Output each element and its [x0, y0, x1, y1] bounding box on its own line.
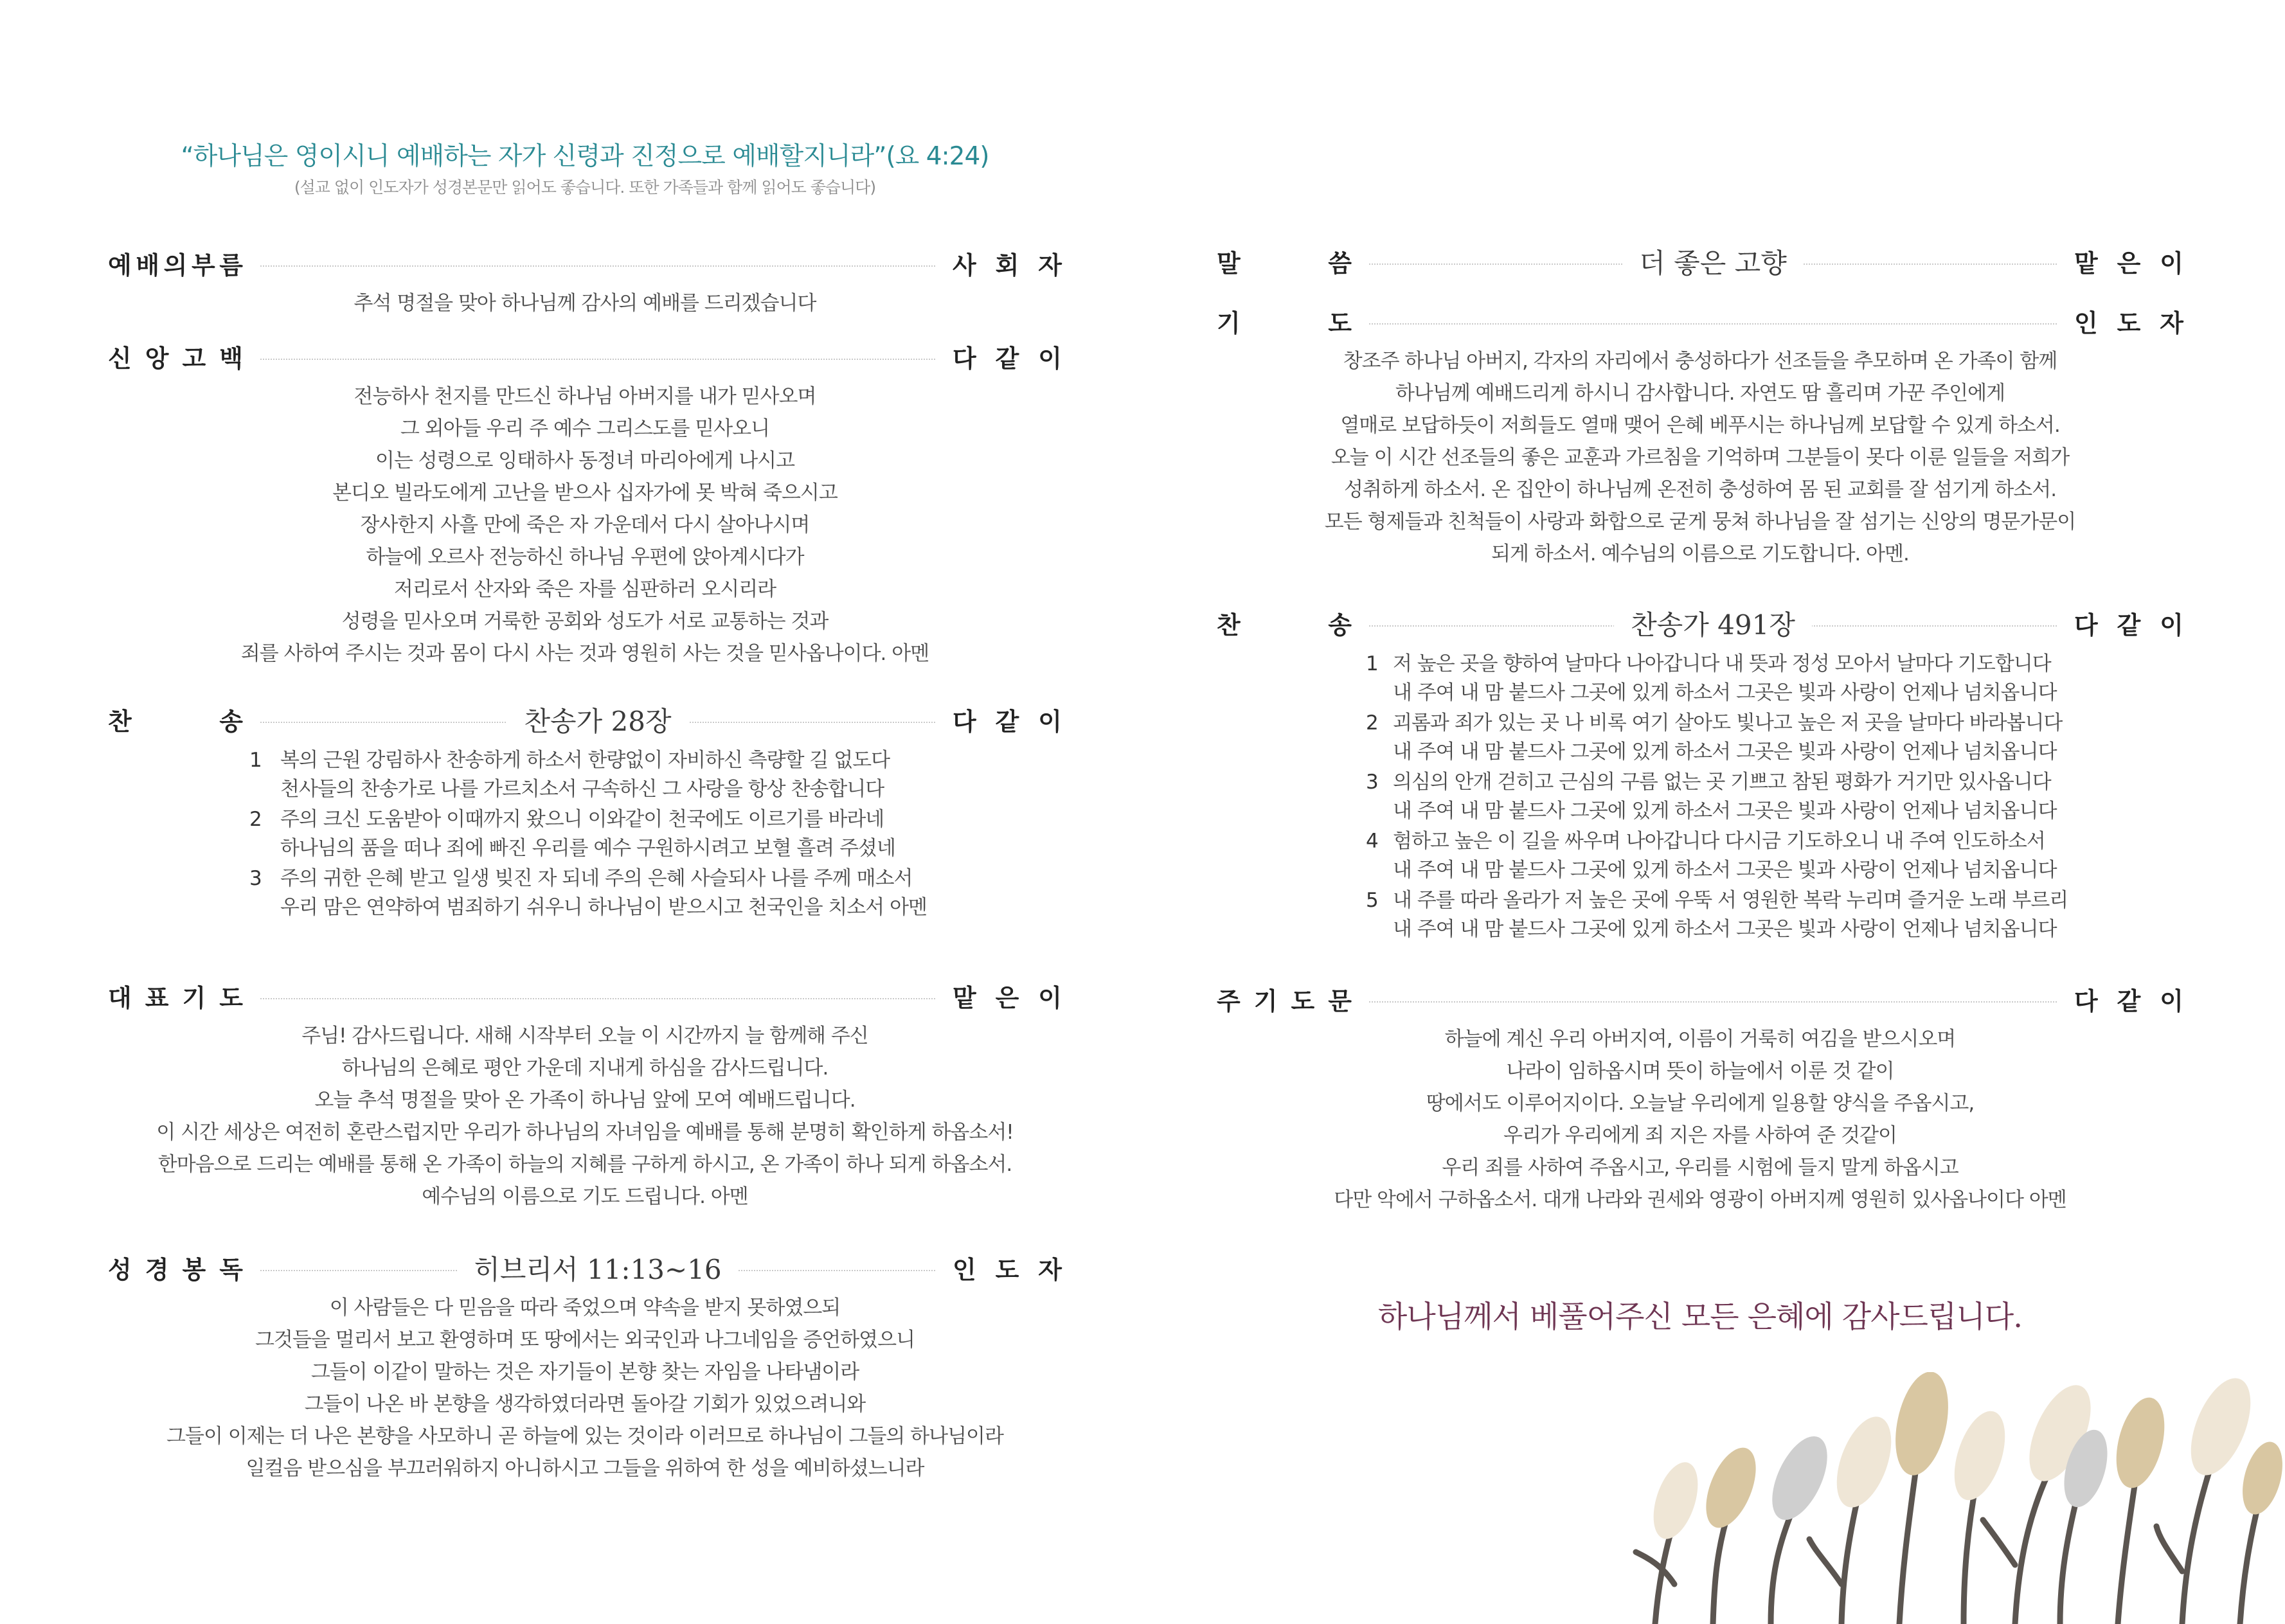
hymn-verse: 1 저 높은 곳을 향하여 날마다 나아갑니다 내 뜻과 정성 모아서 날마다 기도합니다 내 주여 내 맘 붙드사 그곳에 있게 하소서 그곳은 빛과 사랑이 언제나 넘치옵니다: [1366, 652, 2057, 704]
section-representative-prayer: [96, 980, 1073, 1213]
verse-note: (설교 없이 인도자가 성경본문만 읽어도 좋습니다. 또한 가족들과 함께 읽어도 좋습니다): [294, 178, 876, 197]
hymn-verses: [249, 746, 1073, 922]
prayer-text: 주님! 감사드립니다. 새해 시작부터 오늘 이 시간까지 늘 함께해 주신 하나님의 은혜로 평안 가운데 지내게 하심을 감사드립니다. 오늘 추석 명절을 맞아 온 가족이 하나님 앞에 모여 예배드립니다. 이 시간 세상은 여전히 혼란스럽지만 우리가 하나님의 자녀임을 예배를 통해 분명히 확인하게 하옵소서! 한마음으로 드리는 예배를 통해 온 가족이 하늘의 지혜를 구하게 하시고, 온 가족이 하나 되게 하옵소서. 예수님의 이름으로 기도 드립니다. 아멘: [156, 1024, 1014, 1208]
dotted-leader-line: [1369, 1001, 2057, 1003]
section-title: 말 씀: [1217, 249, 1352, 278]
section-leader: 다 같 이: [2074, 611, 2183, 639]
section-leader: 인 도 자: [2074, 309, 2183, 337]
hymn-verse: 3 의심의 안개 걷히고 근심의 구름 없는 곳 기쁘고 참된 평화가 거기만 있사옵니다 내 주여 내 맘 붙드사 그곳에 있게 하소서 그곳은 빛과 사랑이 언제나 넘치옵니다: [1366, 771, 2057, 823]
hymn-number: 찬송가 28장: [260, 704, 935, 745]
apostles-creed-text: 전능하사 천지를 만드신 하나님 아버지를 내가 믿사오며 그 외아들 우리 주 예수 그리스도를 믿사오니 이는 성령으로 잉태하사 동정녀 마리아에게 나시고 본디오 빌라도에게 고난을 받으사 십자가에 못 박혀 죽으시고 장사한지 사흘 만에 죽은 자 가운데서 다시 살아나시며 하늘에 오르사 전능하신 하나님 우편에 앉아계시다가 저리로서 산자와 죽은 자를 심판하러 오시리라 성령을 믿사오며 거룩한 공회와 성도가 서로 교통하는 것과 죄를 사하여 주시는 것과 몸이 다시 사는 것과 영원히 사는 것을 믿사옵나이다. 아멘: [240, 385, 929, 665]
section-lords-prayer: [1205, 983, 2195, 1216]
hymn-verses: [1366, 650, 2195, 944]
section-prayer: [1205, 305, 2195, 570]
section-sermon: [1205, 245, 2195, 281]
sermon-title: 더 좋은 고향: [1369, 245, 2057, 287]
hymn-verse: 2 주의 크신 도움받아 이때까지 왔으니 이와같이 천국에도 이르기를 바라네 하나님의 품을 떠나 죄에 빠진 우리를 예수 구원하시려고 보혈 흘려 주셨네: [249, 808, 895, 860]
closing-thanks: 하나님께서 베풀어주신 모든 은혜에 감사드립니다.: [1377, 1299, 2023, 1335]
section-scripture-reading: [96, 1252, 1073, 1485]
hymn-verse: 3 주의 귀한 은혜 받고 일생 빚진 자 되네 주의 은혜 사슬되사 나를 주께 매소서 우리 맘은 연약하여 범죄하기 쉬우니 하나님이 받으시고 천국인을 치소서 아멘: [249, 867, 927, 919]
section-hymn: [96, 704, 1073, 924]
prayer-text: 창조주 하나님 아버지, 각자의 자리에서 충성하다가 선조들을 추모하며 온 가족이 함께 하나님께 예배드리게 하시니 감사합니다. 자연도 땀 흘리며 가꾼 주인에게 열매로 보답하듯이 저희들도 열매 맺어 은혜 베푸시는 하나님께 보답할 수 있게 하소서. 오늘 이 시간 선조들의 좋은 교훈과 가르침을 기억하며 그분들이 못다 이룬 일들을 저희가 성취하게 하소서. 온 집안이 하나님께 온전히 충성하여 몸 된 교회를 잘 섬기게 하소서. 모든 형제들과 친척들이 사랑과 화합으로 굳게 뭉쳐 하나님을 잘 섬기는 신앙의 명문가문이 되게 하소서. 예수님의 이름으로 기도합니다. 아멘.: [1324, 350, 2076, 566]
section-creed: [96, 341, 1073, 670]
lords-prayer-text: 하늘에 계신 우리 아버지여, 이름이 거룩히 여김을 받으시오며 나라이 임하옵시며 뜻이 하늘에서 이룬 것 같이 땅에서도 이루어지이다. 오늘날 우리에게 일용할 양식을 주옵시고, 우리가 우리에게 죄 지은 자를 사하여 준 것같이 우리 죄를 사하여 주옵시고, 우리를 시험에 들지 말게 하옵시고 다만 악에서 구하옵소서. 대개 나라와 권세와 영광이 아버지께 영원히 있사옵나이다 아멘: [1334, 1028, 2066, 1211]
section-title: 주 기 도 문: [1217, 987, 1352, 1015]
scripture-text: 이 사람들은 다 믿음을 따라 죽었으며 약속을 받지 못하였으되 그것들을 멀리서 보고 환영하며 또 땅에서는 외국인과 나그네임을 증언하였으니 그들이 이같이 말하는 것은 자기들이 본향 찾는 자임을 나타냄이라 그들이 나온 바 본향을 생각하였더라면 돌아갈 기회가 있었으려니와 그들이 이제는 더 나은 본향을 사모하니 곧 하늘에 있는 것이라 이러므로 하나님이 그들의 하나님이라 일컬음 받으심을 부끄러워하지 아니하시고 그들을 위하여 한 성을 예비하셨느니라: [166, 1296, 1003, 1480]
section-leader: 맡 은 이: [953, 984, 1062, 1012]
section-title: 대 표 기 도: [108, 984, 243, 1012]
dotted-leader-line: [260, 998, 935, 999]
section-leader: 다 같 이: [953, 708, 1062, 736]
scripture-reference: 히브리서 11:13~16: [260, 1252, 935, 1294]
section-hymn: [1205, 607, 2195, 945]
section-title: 성 경 봉 독: [108, 1256, 243, 1284]
section-leader: 사 회 자: [953, 251, 1062, 280]
section-title: 신 앙 고 백: [108, 344, 243, 373]
hymn-verse: 4 험하고 높은 이 길을 싸우며 나아갑니다 다시금 기도하오니 내 주여 인도하소서 내 주여 내 맘 붙드사 그곳에 있게 하소서 그곳은 빛과 사랑이 언제나 넘치옵니다: [1366, 830, 2057, 882]
silver-grass-illustration: [1617, 1372, 2285, 1624]
dotted-leader-line: [260, 359, 935, 360]
section-title: 기 도: [1217, 309, 1352, 337]
section-leader: 다 같 이: [953, 344, 1062, 373]
dotted-leader-line: [260, 265, 935, 267]
hymn-verse: 5 내 주를 따라 올라가 저 높은 곳에 우뚝 서 영원한 복락 누리며 즐거운 노래 부르리 내 주여 내 맘 붙드사 그곳에 있게 하소서 그곳은 빛과 사랑이 언제나 넘치옵니다: [1366, 889, 2068, 941]
section-title: 예 배 의 부 름: [108, 251, 243, 280]
section-body: 추석 명절을 맞아 하나님께 감사의 예배를 드리겠습니다: [354, 292, 816, 315]
hymn-number: 찬송가 491장: [1369, 607, 2057, 649]
section-leader: 인 도 자: [953, 1256, 1062, 1284]
dotted-leader-line: [1369, 323, 2057, 325]
hymn-verse: 2 괴롬과 죄가 있는 곳 나 비록 여기 살아도 빛나고 높은 저 곳을 날마다 바라봅니다 내 주여 내 맘 붙드사 그곳에 있게 하소서 그곳은 빛과 사랑이 언제나 넘치옵니다: [1366, 711, 2063, 763]
section-leader: 맡 은 이: [2074, 249, 2183, 278]
section-title: 찬 송: [1217, 611, 1352, 639]
section-leader: 다 같 이: [2074, 987, 2183, 1015]
section-title: 찬 송: [108, 708, 243, 736]
hymn-verse: 1 복의 근원 강림하사 찬송하게 하소서 한량없이 자비하신 측량할 길 없도다 천사들의 찬송가로 나를 가르치소서 구속하신 그 사랑을 항상 찬송합니다: [249, 749, 890, 801]
theme-verse: “하나님은 영이시니 예배하는 자가 신령과 진정으로 예배할지니라”(요 4:24): [181, 142, 989, 171]
section-call-to-worship: [96, 247, 1073, 319]
